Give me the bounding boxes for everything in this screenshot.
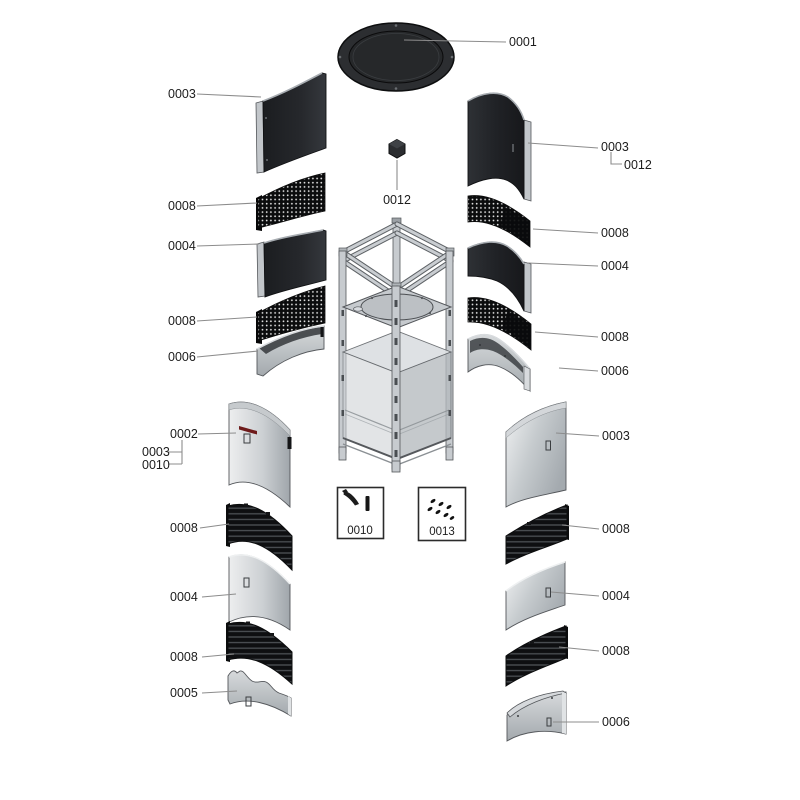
part-upper-left-mid-panel: [257, 230, 326, 297]
part-label-lr-mid-panel: 0004: [602, 589, 630, 603]
part-label-ur-fastener-ref: 0012: [624, 158, 652, 172]
part-label-lr-front-panel: 0003: [602, 429, 630, 443]
part-label-top-cover: 0001: [509, 35, 537, 49]
part-lower-left-base-front: [228, 671, 291, 716]
part-label-ur-mid-panel: 0004: [601, 259, 629, 273]
part-label-ul-base-trim: 0006: [168, 350, 196, 364]
part-label-ul-outer-panel: 0003: [168, 87, 196, 101]
part-lower-right-front-panel: [506, 402, 566, 507]
part-center-frame: [339, 218, 454, 472]
part-label-ll-grille-2: 0008: [170, 650, 198, 664]
part-label-center-fastener: 0012: [383, 193, 411, 207]
part-label-ur-outer-panel: 0003: [601, 140, 629, 154]
part-label-ul-mesh-1: 0008: [168, 199, 196, 213]
part-label-ur-mesh-1: 0008: [601, 226, 629, 240]
part-label-lr-grille-1: 0008: [602, 522, 630, 536]
part-label-ul-mid-panel: 0004: [168, 239, 196, 253]
part-label-ur-base-trim: 0006: [601, 364, 629, 378]
part-label-ur-mesh-2: 0008: [601, 330, 629, 344]
part-label-ll-front-panel: 0002: [170, 427, 198, 441]
part-upper-right-base-trim: [468, 335, 530, 391]
part-lower-left-front-panel: [229, 402, 292, 507]
part-upper-right-mesh-grille-1: [468, 196, 530, 247]
part-label-screws: 0013: [429, 526, 455, 538]
part-label-ll-sub-b: 0010: [142, 458, 170, 472]
part-center-fastener: [389, 140, 405, 159]
part-upper-left-mesh-grille-1: [256, 173, 325, 231]
part-label-ll-mid-panel: 0004: [170, 590, 198, 604]
part-lower-right-mid-panel: [506, 562, 565, 630]
part-lower-right-base-front: [507, 691, 566, 741]
part-top-cover: [338, 23, 454, 91]
part-label-ll-sub-a: 0003: [142, 445, 170, 459]
part-lower-right-grille-1: [506, 504, 569, 564]
part-lower-right-grille-2: [506, 625, 568, 686]
part-label-ll-base-front: 0005: [170, 686, 198, 700]
part-upper-left-outer-panel: [256, 73, 326, 173]
part-label-ll-grille-1: 0008: [170, 521, 198, 535]
part-label-hardware-kit: 0010: [347, 525, 373, 537]
part-label-lr-base-front: 0006: [602, 715, 630, 729]
part-label-ul-mesh-2: 0008: [168, 314, 196, 328]
part-upper-right-outer-panel: [468, 93, 531, 201]
part-lower-left-mid-panel: [229, 555, 290, 630]
part-label-lr-grille-2: 0008: [602, 644, 630, 658]
